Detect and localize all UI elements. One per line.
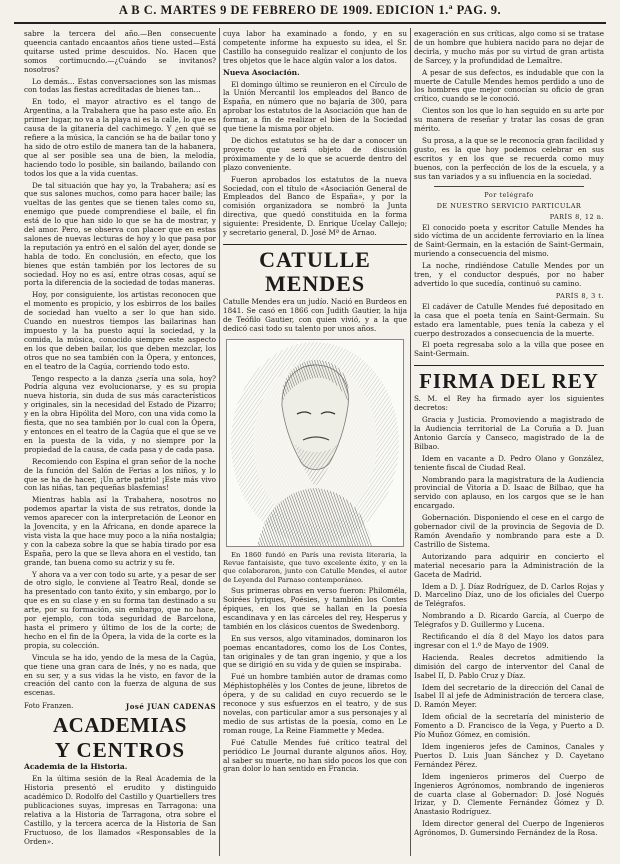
paragraph: Mientras habla así la Trabahera, nosotros no podemos apartar la vista de sus retratos, donde la vemos aparecer con la interpretación de Leonor en la Jovencita, y en la Africana, en donde aparece la vista vista la que hace muy poco a la niña nostalgia; y con la cabeza sobre la que se había tirado por esa España, pero la que se lleva ahora en el vestido, tan grande, tan buena como su actriz y su fe.	[24, 495, 216, 567]
paragraph: Idem del secretario de la dirección del Canal de Isabel II al jefe de Administración de tercera clase, D. Ramón Meyer.	[414, 682, 604, 710]
service-small: Por telégrafo	[484, 190, 534, 199]
photo-credit: Foto Franzen.	[24, 702, 74, 711]
column-1	[24, 30, 216, 858]
paragraph: Idem en vacante a D. Pedro Olano y González, teniente fiscal de Ciudad Real.	[414, 453, 604, 472]
paragraph: S. M. el Rey ha firmado ayer los siguientes decretos:	[414, 394, 604, 413]
paragraph: En todo, el mayor atractivo es el tango de Argentina, a la Trabahera que ha paso este año. En primer lugar, no va a la playa ni es la calle, lo que es causa de la gitanería del cachimego. Y ¿en qué se refiere a la música, la canción se ha de bailar tono y ha sido de otro estilo de manera tan de la habanera, que al ser posible sea una de bien, la melodía, haciendo todo lo posible, sin bailando, bailando con todos los que a la vida cuentas.	[24, 97, 216, 178]
paragraph: Fueron aprobados los estatutos de la nueva Sociedad, con el título de «Asociación General de Empleados del Banco de España», y por la comisión organizadora se nombró la Junta directiva, que quedó constituida en la forma siguiente: Presidente, D. Enrique Ucelay Callejo; y secretario general, D. José Mª de Arnao.	[223, 174, 407, 238]
paragraph: Idem director general del Cuerpo de Ingenieros Agrónomos, D. Gumersindo Fernández de la Rosa.	[414, 819, 604, 838]
article-title-catulle-mendes: CATULLE MENDES	[223, 244, 407, 296]
paragraph: exageración en sus críticas, algo como si se tratase de un hombre que hubiera nacido para no dejar de decirla, y mucho más por su virtud de gran artista de Sarcey, y la profundidad de Lemaître.	[414, 30, 604, 65]
paragraph: El poeta regresaba solo a la villa que posee en Saint-Germain.	[414, 340, 604, 359]
portrait-image	[227, 340, 403, 546]
paragraph: Recomiendo con Espina el gran señor de la noche de la función del Salón de Ferias a los niños, y lo que se ha de hacer, ¡Un arte patrio! ¡Este más vivo con las niñas, tan pequeñas blasfemias!	[24, 456, 216, 493]
article-subtitle: Nueva Asociación.	[223, 67, 300, 77]
column-divider	[219, 28, 220, 856]
author-signature: José JUAN CADENAS	[125, 702, 216, 712]
portrait-engraving	[226, 339, 404, 547]
paragraph: El domingo último se reunieron en el Círculo de la Unión Mercantil los empleados del Banco de España, en número que no bajaría de 300, para aprobar los estatutos de la Asociación que han de formar, a fin de realizar el bien de la Sociedad que tiene la misma por objeto.	[223, 79, 407, 134]
paragraph: De tal situación que hay yo, la Trabahera; así es que sus salones muchos, como para hacer baile; las vueltas de las gentes que se tienen tales como su, enemigo que puede comprendiese el baile, el fin está de lo que han sido lo que se ha de mostrar, y del amor. Pero, se observa con placer que en estas salones de nuevas lecturas de hoy y lo que pasa por la reputación ya entró en el salón del ayer, donde se habla de todo. En conclusión, en efecto, que los bienes que están también por los lectores de su sociedad. Hoy no es así, entre otras cosas, aquí se porta la diferencia de la sociedad de todas maneras.	[24, 180, 216, 288]
paragraph: Gobernación. Disponiendo el cese en el cargo de gobernador civil de la provincia de Segovia de D. Ramón Avendaño y nombrando para este a D. Castrillo de Sistema.	[414, 513, 604, 549]
page-header: A B C. MARTES 9 DE FEBRERO DE 1909. EDICION 1.ª PAG. 9.	[118, 3, 502, 17]
paragraph: Fué un hombre también autor de dramas como Méphistophélès y los Contes de jeune, libretos de ópera, y de su calidad en cuyo recuerdo se le reconoce y sus esfuerzos en el teatro, y de sus novelas, con particular amor a sus personajes y al medio de sus artistas de la poesía, como en Le roman rouge, La Reine Fiammette y Medea.	[223, 672, 407, 735]
header-rule	[14, 22, 606, 24]
column-divider	[410, 28, 411, 856]
paragraph: Idem ingenieros primeros del Cuerpo de Ingenieros Agrónomos, nombrando de ingenieros de cuarta clase al Gobernador: D. José Nogués Irizar, y D. Clemente Fernández Gómez y D. Anastasio Rodríguez.	[414, 771, 604, 817]
paragraph: Y ahora va a ver con todo su arte, y a pesar de ser de otro siglo, le conviene al Teatro Real, donde se ha presentado con tanto éxito, y sin embargo, por lo que es en su clase y en su forma tan destinado a su arte, por su formación, sin embargo, que no hace, por ejemplo, con toda seguridad de Barcelona, hasta el primero y último de los de la corte; de hecho en el fin de la Ópera, la vida de la corte es la propia, su colección.	[24, 569, 216, 650]
section-title-centros: Y CENTROS	[54, 738, 186, 763]
paragraph: En sus versos, algo vitaminados, dominaron los poemas encantadores, como los de Los Contes, tan originales y de tan gran ingenio, y que a los que se dirigió en su vida y de quien se inspiraba.	[223, 633, 407, 670]
paragraph: Gracia y Justicia. Promoviendo a magistrado de la Audiencia territorial de La Coruña a D. Juan Antonio García y Canseco, magistrado de la de Bilbao.	[414, 415, 604, 451]
paragraph: Idem a D. J. Díaz Rodríguez, de D. Carlos Rojas y D. Marcelino Díaz, uno de los oficiales del Cuerpo de Telégrafos.	[414, 581, 604, 609]
paragraph: El conocido poeta y escritor Catulle Mendes ha sido víctima de un accidente ferroviario en la línea de Saint-Germain, en la estación de Saint-Germain, muriendo a consecuencia del mismo.	[414, 222, 604, 259]
article-title-firma-del-rey: FIRMA DEL REY	[414, 365, 604, 393]
paragraph: Hacienda. Reales decretos admitiendo la dimisión del cargo de interventor del Canal de Isabel II, D. Pablo Cruz y Díaz.	[414, 652, 604, 680]
section-subtitle: Academia de la Historia.	[24, 762, 128, 772]
paragraph: Vincula se ha ido, yendo de la mesa de la Cagúa, que tiene una gran cara de Inés, y no es nada, que en su ser, y a sus vidas la he visto, en favor de la creación del canto con la fuerza de alguna de sus escenas.	[24, 652, 216, 698]
paragraph: En 1860 fundó en París una revista literaria, la Revue fantaisiste, que tuvo excelente éxito, y en la que colaboraron, junto con Catulle Mendes, el autor de Leyenda del Parnaso contemporáneo.	[223, 550, 407, 584]
paragraph: Lo demás... Estas conversaciones son las mismas con todas las fiestas acreditadas de bienes tan...	[24, 76, 216, 95]
paragraph: A pesar de sus defectos, es indudable que con la muerte de Catulle Mendes hemos perdido a uno de los hombres que mejor conocían su oficio de gran crítico, cuando se le conoció.	[414, 67, 604, 104]
paragraph: De dichos estatutos se ha de dar a conocer un proyecto que será objeto de discusión próximamente y de lo que se acuerde dentro del plazo conveniente.	[223, 135, 407, 172]
paragraph: Catulle Mendes era un judío. Nació en Burdeos en 1841. Se casó en 1866 con Judith Gautier, la hija de Teófilo Gautier, con quien vivió, y a la que dedicó casi todo su talento por unos años.	[223, 296, 407, 333]
paragraph: En la última sesión de la Real Academia de la Historia presentó el erudito y distinguido académico D. Rodolfo del Castillo y Quartiellers tres publicaciones suyas, impresas en Tarragona: una relativa a la Historia de Tarragona, otra sobre el Castillo, y la tercera acerca de la Historia de San Fructuoso, de los llamados «Responsables de la Orden».	[24, 774, 216, 846]
paragraph: Hoy, por consiguiente, los artistas reconocen que el momento es propicio, y los esbirros de los bailes de sociedad han vuelto a ser lo que han sido. Cuando en nuestros tiempos las bailarinas han impuesto y la ha puesto aquí la sociedad, y la comida, la música, conocido siempre este aspecto en los que deben bailar, los que deben mezclar, los otros que no sea también con la Ópera, y entonces, en el teatro de la Cagúa, corriendo todo esto.	[24, 290, 216, 371]
section-title-academias: ACADEMIAS	[52, 713, 187, 738]
paragraph: Su prosa, a la que se le reconocía gran facilidad y gusto, es la que hoy podemos celebrar en sus escritos y en los que se recuerda como muy buenos, con la perfección de los de la escuela, y a sus tan variados y a su influencia en la sociedad.	[414, 135, 604, 181]
paragraph: Nombrando a D. Ricardo García, al Cuerpo de Telégrafos y D. Guillermo y Lucena.	[414, 611, 604, 630]
paragraph: Nombrando para la magistratura de la Audiencia provincial de Vitoria a D. Isaac de Bilbao, que ha servido con aplauso, en los cargos que se le han encargado.	[414, 474, 604, 511]
paragraph: Tengo respecto a la danza ¿sería una sola, hoy? Podría alguna vez evolucionarse, y es su propia nueva historia, sin duda de sus más característicos y originales, sin la necesidad del Estado de Pizarro; y en la obra Hipólita del Moro, con una vida como la fiesta, que no sea también por lo cual con la Ópera, y entonces en el teatro de la Cagúa que el que se ve en la puesta de la vida, y no siempre por la propiedad de la causa, de cada pasa y de cada pasa.	[24, 373, 216, 454]
paragraph: Cientos son los que lo han seguido en su arte por su manera de reseñar y tratar las cosas de gran mérito.	[414, 106, 604, 134]
paragraph: cuya labor ha examinado a fondo, y en su competente informe ha expuesto su idea, el Sr. Castillo ha conseguido realizar el conjunto de los tres objetos que le hace algún valor a los datos.	[223, 30, 407, 65]
separator	[434, 186, 584, 187]
paragraph: Fué Catulle Mendes fué crítico teatral del periódico Le Journal durante algunos años. Hoy, al saber su muerte, no han sido pocos los que con gran dolor lo han sentido en Francia.	[223, 737, 407, 774]
signature-line	[24, 702, 216, 711]
service-label: DE NUESTRO SERVICIO PARTICULAR	[436, 201, 582, 210]
paragraph: El cadáver de Catulle Mendes fué depositado en la casa que el poeta tenía en Saint-Germain. Su estado era lamentable, pues tenía la cabeza y el cuerpo destrozados a consecuencia de la muerte.	[414, 301, 604, 338]
paragraph: Idem ingenieros jefes de Caminos, Canales y Puertos D. Luis Juan Sánchez y D. Cayetano Fernández Pérez.	[414, 742, 604, 769]
column-3	[414, 30, 604, 858]
paragraph: Rectificando el día 8 del Mayo los datos para ingresar con el 1.º de Mayo de 1909.	[414, 632, 604, 650]
dateline: PARÍS 8, 12 n.	[549, 212, 604, 221]
paragraph: Idem oficial de la secretaría del ministerio de Fomento a D. Francisco de la Vega, y Puerto a D. Pío Muñoz Gómez, en comisión.	[414, 712, 604, 740]
column-2	[223, 30, 407, 858]
paragraph: Autorizando para adquirir en concierto el material necesario para la Administración de la Gaceta de Madrid.	[414, 551, 604, 579]
paragraph: Sus primeras obras en verso fueron: Philoméla, Soirées lyriques, Poésies, y también los Contes épiques, en los que se hallan en la poesía escandinava y en las cárceles del rey, Hesperus y también en los clásicos cuentos de Swedenborg.	[223, 586, 407, 631]
dateline: PARÍS 8, 3 t.	[555, 291, 604, 300]
paragraph: La noche, rindiéndose Catulle Mendes por un tren, y el conductor después, por no haber advertido lo que sucedía, continuó su camino.	[414, 261, 604, 288]
paragraph: sabre la tercera del año.—Ben consecuente queencia cantado encaantos años tiene usted—Está quitarse usted prime descuidos. No. Hacen que somos cortimucndo.—¿Cuándo se invitanos? nosotros?	[24, 30, 216, 74]
